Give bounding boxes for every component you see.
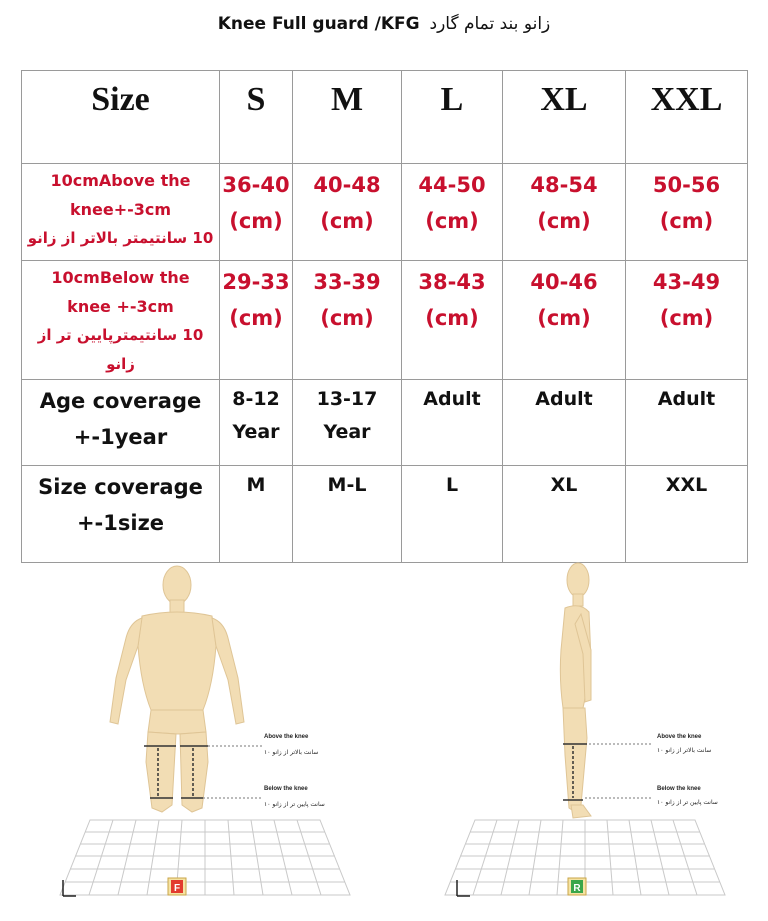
age-m: 13-17 Year xyxy=(293,380,402,466)
above-knee-l: 44-50 (cm) xyxy=(402,164,503,261)
below-knee-l: 38-43 (cm) xyxy=(402,261,503,380)
above-knee-xxl: 50-56 (cm) xyxy=(626,164,748,261)
header-cell-xl: XL xyxy=(503,71,626,164)
header-cell-l: L xyxy=(402,71,503,164)
header-cell-s: S xyxy=(220,71,293,164)
front-view-illustration xyxy=(30,550,370,921)
side-above-fa: ۱۰ سانت بالاتر از زانو xyxy=(657,747,712,754)
side-body-figure xyxy=(560,563,591,818)
above-knee-row xyxy=(22,164,748,261)
below-knee-xl: 40-46 (cm) xyxy=(503,261,626,380)
side-view-illustration xyxy=(405,550,750,921)
header-cell-m: M xyxy=(293,71,402,164)
title-fa: زانو بند تمام گارد xyxy=(429,14,551,34)
age-coverage-row xyxy=(22,380,748,466)
front-above-en: Above the knee xyxy=(264,734,309,740)
front-below-en: Below the knee xyxy=(264,786,308,792)
size-coverage-label: Size coverage +-1size xyxy=(22,466,220,563)
below-knee-label: 10cmBelow the knee +-3cm 10 سانتیمترپایین تر از زانو xyxy=(22,261,220,380)
front-badge-letter: F xyxy=(173,883,181,894)
header-row xyxy=(22,71,748,164)
front-above-fa: ۱۰ سانت بالاتر از زانو xyxy=(264,749,319,756)
side-above-en: Above the knee xyxy=(657,734,702,740)
above-knee-s: 36-40 (cm) xyxy=(220,164,293,261)
coverage-l: L xyxy=(402,466,503,563)
above-knee-m: 40-48 (cm) xyxy=(293,164,402,261)
below-knee-row xyxy=(22,261,748,380)
below-knee-s: 29-33 (cm) xyxy=(220,261,293,380)
above-knee-label: 10cmAbove the knee+-3cm 10 سانتیمتر بالاتر از زانو xyxy=(22,164,220,261)
front-floor-grid xyxy=(60,820,350,895)
coverage-s: M xyxy=(220,466,293,563)
page-title xyxy=(0,14,768,34)
below-knee-xxl: 43-49 (cm) xyxy=(626,261,748,380)
above-knee-xl: 48-54 (cm) xyxy=(503,164,626,261)
side-badge-letter: R xyxy=(573,883,581,894)
size-coverage-row xyxy=(22,466,748,563)
age-l: Adult xyxy=(402,380,503,466)
age-coverage-label: Age coverage +-1year xyxy=(22,380,220,466)
front-body-figure xyxy=(110,566,244,812)
header-cell-xxl: XXL xyxy=(626,71,748,164)
header-cell-size: Size xyxy=(22,71,220,164)
front-below-fa: ۱۰ سانت پایین تر از زانو xyxy=(264,801,325,808)
coverage-m: M-L xyxy=(293,466,402,563)
side-below-en: Below the knee xyxy=(657,786,701,792)
age-xl: Adult xyxy=(503,380,626,466)
age-xxl: Adult xyxy=(626,380,748,466)
side-below-fa: ۱۰ سانت پایین تر از زانو xyxy=(657,799,718,806)
below-knee-m: 33-39 (cm) xyxy=(293,261,402,380)
title-en: Knee Full guard /KFG xyxy=(217,14,420,34)
age-s: 8-12 Year xyxy=(220,380,293,466)
size-chart-table xyxy=(21,70,748,563)
coverage-xl: XL xyxy=(503,466,626,563)
coverage-xxl: XXL xyxy=(626,466,748,563)
